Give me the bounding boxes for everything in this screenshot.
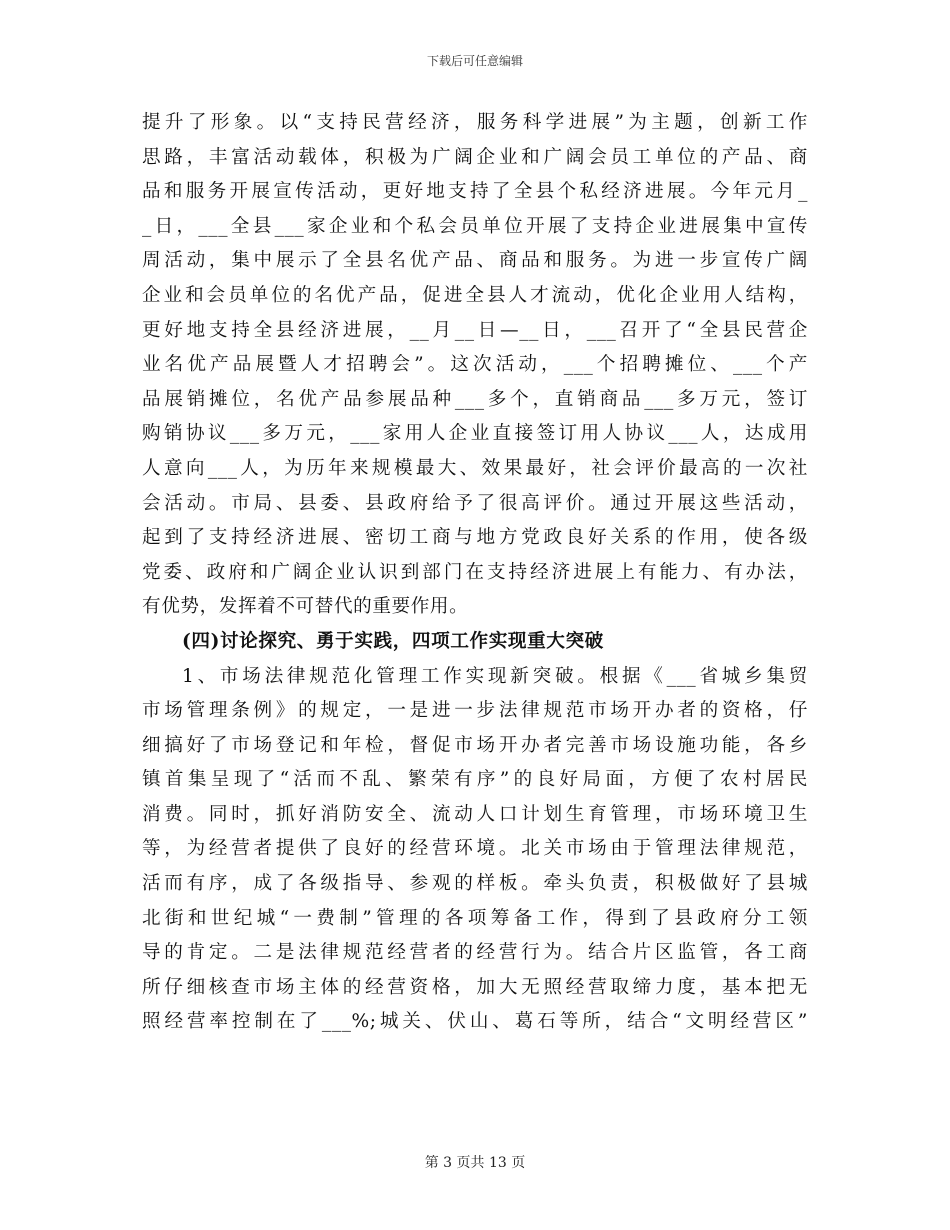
text-line: 人意向___人，为历年来规模最大、效果最好，社会评价最高的一次社 bbox=[142, 457, 808, 479]
text-line: 思路，丰富活动载体，积极为广阔企业和广阔会员工单位的产品、商 bbox=[142, 146, 808, 168]
text-line: 更好地支持全县经济进展，__月__日—__日，___召开了“全县民营企 bbox=[142, 319, 808, 341]
text-line: 北街和世纪城“一费制”管理的各项筹备工作，得到了县政府分工领 bbox=[142, 907, 808, 929]
text-line: _日，___全县___家企业和个私会员单位开展了支持企业进展集中宣传 bbox=[142, 215, 808, 237]
text-line: 所仔细核查市场主体的经营资格，加大无照经营取缔力度，基本把无 bbox=[142, 976, 808, 998]
text-line: 照经营率控制在了___%;城关、伏山、葛石等所，结合“文明经营区” bbox=[142, 1011, 808, 1033]
text-line: 导的肯定。二是法律规范经营者的经营行为。结合片区监管，各工商 bbox=[142, 942, 808, 964]
text-line: 购销协议___多万元，___家用人企业直接签订用人协议___人，达成用 bbox=[142, 423, 808, 445]
section-heading: (四)讨论探究、勇于实践，四项工作实现重大突破 bbox=[182, 630, 604, 652]
page-header: 下载后可任意编辑 bbox=[426, 54, 523, 68]
text-line: 周活动，集中展示了全县名优产品、商品和服务。为进一步宣传广阔 bbox=[142, 250, 808, 272]
text-line: 市场管理条例》的规定，一是进一步法律规范市场开办者的资格，仔 bbox=[142, 700, 808, 722]
document-body bbox=[142, 106, 808, 1040]
text-line: 消费。同时，抓好消防安全、流动人口计划生育管理，市场环境卫生 bbox=[142, 803, 808, 825]
text-line: 等，为经营者提供了良好的经营环境。北关市场由于管理法律规范， bbox=[142, 838, 808, 860]
text-line: 镇首集呈现了“活而不乱、繁荣有序”的良好局面，方便了农村居民 bbox=[142, 769, 808, 791]
text-line: 企业和会员单位的名优产品，促进全县人才流动，优化企业用人结构， bbox=[142, 284, 808, 306]
text-line: 会活动。市局、县委、县政府给予了很高评价。通过开展这些活动， bbox=[142, 492, 808, 514]
page-footer: 第 3 页共 13 页 bbox=[424, 1155, 526, 1171]
text-line: 细搞好了市场登记和年检，督促市场开办者完善市场设施功能，各乡 bbox=[142, 734, 808, 756]
text-line: 有优势，发挥着不可替代的重要作用。 bbox=[142, 596, 469, 618]
text-line: 品和服务开展宣传活动，更好地支持了全县个私经济进展。今年元月_ bbox=[142, 181, 808, 203]
text-line: 1、市场法律规范化管理工作实现新突破。根据《___省城乡集贸 bbox=[182, 665, 808, 687]
text-line: 品展销摊位，名优产品参展品种___多个，直销商品___多万元，签订 bbox=[142, 388, 808, 410]
text-line: 业名优产品展暨人才招聘会”。这次活动，___个招聘摊位、___个产 bbox=[142, 354, 808, 376]
text-line: 活而有序，成了各级指导、参观的样板。牵头负责，积极做好了县城 bbox=[142, 873, 808, 895]
text-line: 党委、政府和广阔企业认识到部门在支持经济进展上有能力、有办法， bbox=[142, 561, 808, 583]
text-line: 提升了形象。以“支持民营经济，服务科学进展”为主题，创新工作 bbox=[142, 112, 808, 133]
text-line: 起到了支持经济进展、密切工商与地方党政良好关系的作用，使各级 bbox=[142, 527, 808, 549]
